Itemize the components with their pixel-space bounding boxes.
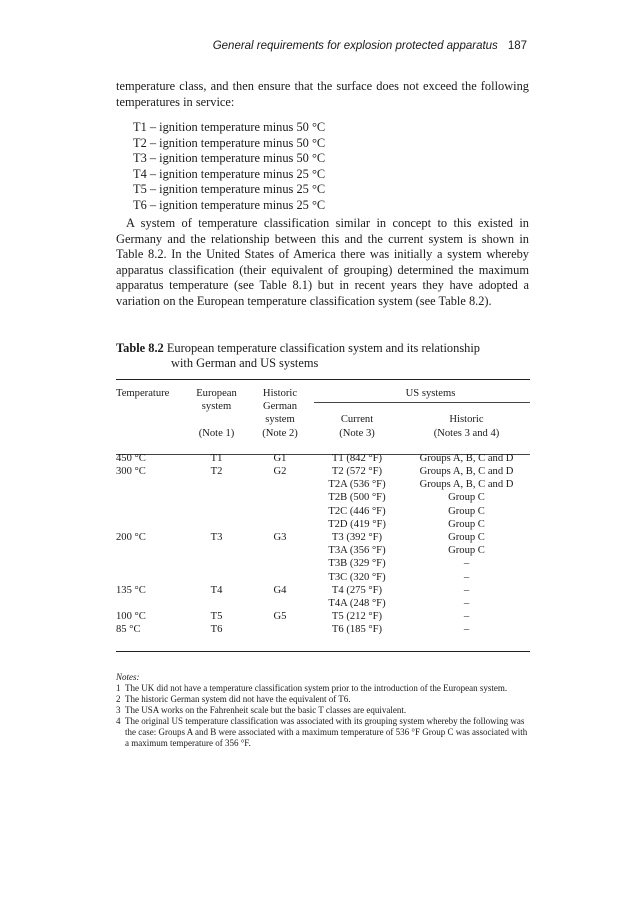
cell-european: T3: [210, 532, 223, 544]
cell-us-historic: –: [463, 624, 470, 636]
cell-us-current: T2B (500 °F): [328, 492, 386, 504]
note-item: [116, 705, 530, 716]
header-cell: [116, 427, 184, 440]
cell-temperature: [116, 478, 184, 491]
cell-us-historic: –: [463, 611, 470, 623]
cell-us-current: T3C (320 °F): [328, 571, 386, 583]
cell-german: [249, 544, 311, 557]
cell-temperature: [116, 544, 184, 557]
note-item: [116, 683, 530, 694]
header-note-2: (Note 2): [262, 427, 298, 439]
cell-us-historic: Group C: [448, 532, 485, 544]
cell-us-current: T5 (212 °F): [331, 611, 383, 623]
list-item: T6 – ignition temperature minus 25 °C: [133, 197, 326, 212]
cell-us-historic: –: [463, 598, 470, 610]
table-row: [116, 610, 530, 623]
table-notes: [116, 672, 530, 749]
table-bottom-rule: [116, 651, 530, 652]
table-row: [116, 491, 530, 504]
header-german-system: system: [265, 414, 295, 426]
cell-us-historic: Groups A, B, C and D: [419, 452, 514, 464]
cell-temperature: 200 °C: [116, 532, 146, 544]
list-item: T4 – ignition temperature minus 25 °C: [133, 166, 326, 181]
temperature-table: [116, 387, 530, 637]
paragraph-classification: A system of temperature classification similar in concept to this existed in Germany and the relationship between this and the current system is shown in Table 8.2. In the United States of America there was initially a system whereby apparatus classification (their equivalent of grouping) determined the maximum apparatus temperature (see Table 8.1) but in recent years they have adopted a variation on the European temperature classification system (see Table 8.2).: [116, 216, 529, 308]
cell-temperature: [116, 597, 184, 610]
header-notes-3-4: (Notes 3 and 4): [433, 427, 500, 439]
note-text: The original US temperature classification was associated with its grouping system whereby the following was the case: Groups A and B were associated with a maximum temperature of 536 °F Group C was associated with a maximum temperature of 356 °F.: [125, 716, 528, 748]
cell-german: [249, 518, 311, 531]
cell-temperature: 300 °C: [116, 466, 146, 478]
header-row: [116, 400, 530, 413]
cell-us-current: T3B (329 °F): [328, 558, 386, 570]
cell-us-historic: Groups A, B, C and D: [419, 479, 514, 491]
cell-us-current: T2A (536 °F): [328, 479, 386, 491]
cell-european: T4: [210, 584, 223, 596]
cell-us-current: T2 (572 °F): [331, 466, 383, 478]
table-row: [116, 557, 530, 570]
cell-european: [184, 505, 249, 518]
note-number: 4: [116, 716, 121, 726]
running-title: General requirements for explosion protected apparatus: [212, 40, 498, 52]
table-row: [116, 531, 530, 544]
cell-us-current: T6 (185 °F): [331, 624, 383, 636]
table-row: [116, 478, 530, 491]
header-row: [116, 440, 530, 452]
header-row: [116, 413, 530, 426]
cell-european: T2: [210, 466, 223, 478]
cell-us-historic: Group C: [448, 505, 485, 517]
list-item: T1 – ignition temperature minus 50 °C: [133, 120, 326, 134]
header-cell: [184, 413, 249, 426]
notes-title: Notes:: [116, 672, 140, 682]
note-text: The UK did not have a temperature classification system prior to the introduction of the European system.: [125, 683, 508, 693]
cell-us-current: T2C (446 °F): [328, 505, 386, 517]
table-row: [116, 505, 530, 518]
cell-temperature: 100 °C: [116, 611, 146, 623]
cell-us-current: T4A (248 °F): [328, 598, 386, 610]
note-item: [116, 694, 530, 705]
header-us-systems: US systems: [405, 388, 456, 399]
cell-german: [249, 478, 311, 491]
cell-european: [184, 557, 249, 570]
table-row: [116, 544, 530, 557]
cell-temperature: [116, 571, 184, 584]
cell-german: [249, 557, 311, 570]
cell-european: T1: [210, 452, 223, 464]
note-text: The USA works on the Fahrenheit scale but the basic T classes are equivalent.: [125, 705, 407, 715]
list-item: T3 – ignition temperature minus 50 °C: [133, 151, 326, 165]
cell-european: [184, 597, 249, 610]
cell-german: [249, 491, 311, 504]
cell-european: [184, 478, 249, 491]
cell-us-current: T3A (356 °F): [328, 545, 386, 557]
note-item: [116, 716, 530, 749]
cell-us-current: T2D (419 °F): [328, 518, 386, 530]
cell-european: T6: [210, 624, 223, 636]
page-header: [200, 40, 527, 52]
list-item: T5 – ignition temperature minus 25 °C: [133, 182, 326, 196]
note-number: 1: [116, 683, 121, 693]
table-row: [116, 597, 530, 610]
list-item: T2 – ignition temperature minus 50 °C: [133, 135, 326, 150]
cell-european: [184, 518, 249, 531]
cell-us-current: T3 (392 °F): [331, 532, 383, 544]
cell-temperature: [116, 557, 184, 570]
cell-us-current: T4 (275 °F): [331, 584, 383, 596]
table-row: [116, 465, 530, 478]
header-cell: [403, 400, 530, 413]
page-number: 187: [507, 40, 527, 52]
cell-european: [184, 571, 249, 584]
caption-line-2: with German and US systems: [171, 356, 319, 370]
cell-european: [184, 544, 249, 557]
cell-german: [249, 597, 311, 610]
table-top-rule: [116, 379, 530, 380]
cell-us-historic: –: [463, 571, 470, 583]
note-number: 3: [116, 705, 121, 715]
cell-temperature: 85 °C: [116, 624, 141, 636]
cell-us-historic: Groups A, B, C and D: [419, 466, 514, 478]
cell-german: [249, 623, 311, 636]
cell-german: G5: [273, 611, 287, 623]
note-number: 2: [116, 694, 121, 704]
header-european: European: [196, 388, 237, 399]
caption-line-1: European temperature classification system and its relationship: [166, 341, 480, 355]
cell-us-historic: –: [463, 558, 470, 570]
cell-us-historic: Group C: [448, 518, 485, 530]
cell-german: G4: [273, 584, 287, 596]
cell-german: G3: [273, 532, 287, 544]
cell-german: [249, 505, 311, 518]
note-text: The historic German system did not have the equivalent of T6.: [125, 694, 351, 704]
cell-us-historic: –: [463, 584, 470, 596]
header-us-historic: Historic: [449, 414, 484, 426]
cell-us-current: T1 (842 °F): [331, 452, 383, 464]
cell-temperature: 450 °C: [116, 452, 146, 464]
cell-temperature: 135 °C: [116, 584, 146, 596]
header-row: [116, 427, 530, 440]
header-current: Current: [340, 414, 374, 426]
header-temperature: Temperature: [116, 388, 170, 399]
cell-european: T5: [210, 611, 223, 623]
cell-german: [249, 571, 311, 584]
paragraph-intro: temperature class, and then ensure that the surface does not exceed the following temperatures in service:: [116, 79, 529, 109]
header-german: German: [262, 401, 298, 413]
temperature-list: [133, 120, 325, 213]
header-cell: [116, 400, 184, 413]
table-caption: [116, 341, 531, 371]
header-note-3: (Note 3): [339, 427, 375, 439]
cell-european: [184, 491, 249, 504]
header-cell: [116, 440, 530, 452]
header-row: [116, 387, 530, 400]
header-cell: [311, 400, 403, 413]
header-historic: Historic: [262, 388, 298, 399]
cell-german: G2: [273, 466, 287, 478]
cell-us-historic: Group C: [448, 492, 485, 504]
table-row: [116, 452, 530, 465]
table-body: [116, 452, 530, 637]
cell-us-historic: Group C: [448, 545, 485, 557]
cell-temperature: [116, 491, 184, 504]
header-cell: [116, 413, 184, 426]
header-note-1: (Note 1): [198, 427, 235, 439]
table-row: [116, 623, 530, 636]
cell-german: G1: [273, 452, 287, 464]
header-european-system: system: [201, 401, 232, 413]
table-row: [116, 584, 530, 597]
cell-temperature: [116, 505, 184, 518]
table-number: Table 8.2: [116, 341, 164, 355]
cell-temperature: [116, 518, 184, 531]
table-row: [116, 518, 530, 531]
table-row: [116, 571, 530, 584]
